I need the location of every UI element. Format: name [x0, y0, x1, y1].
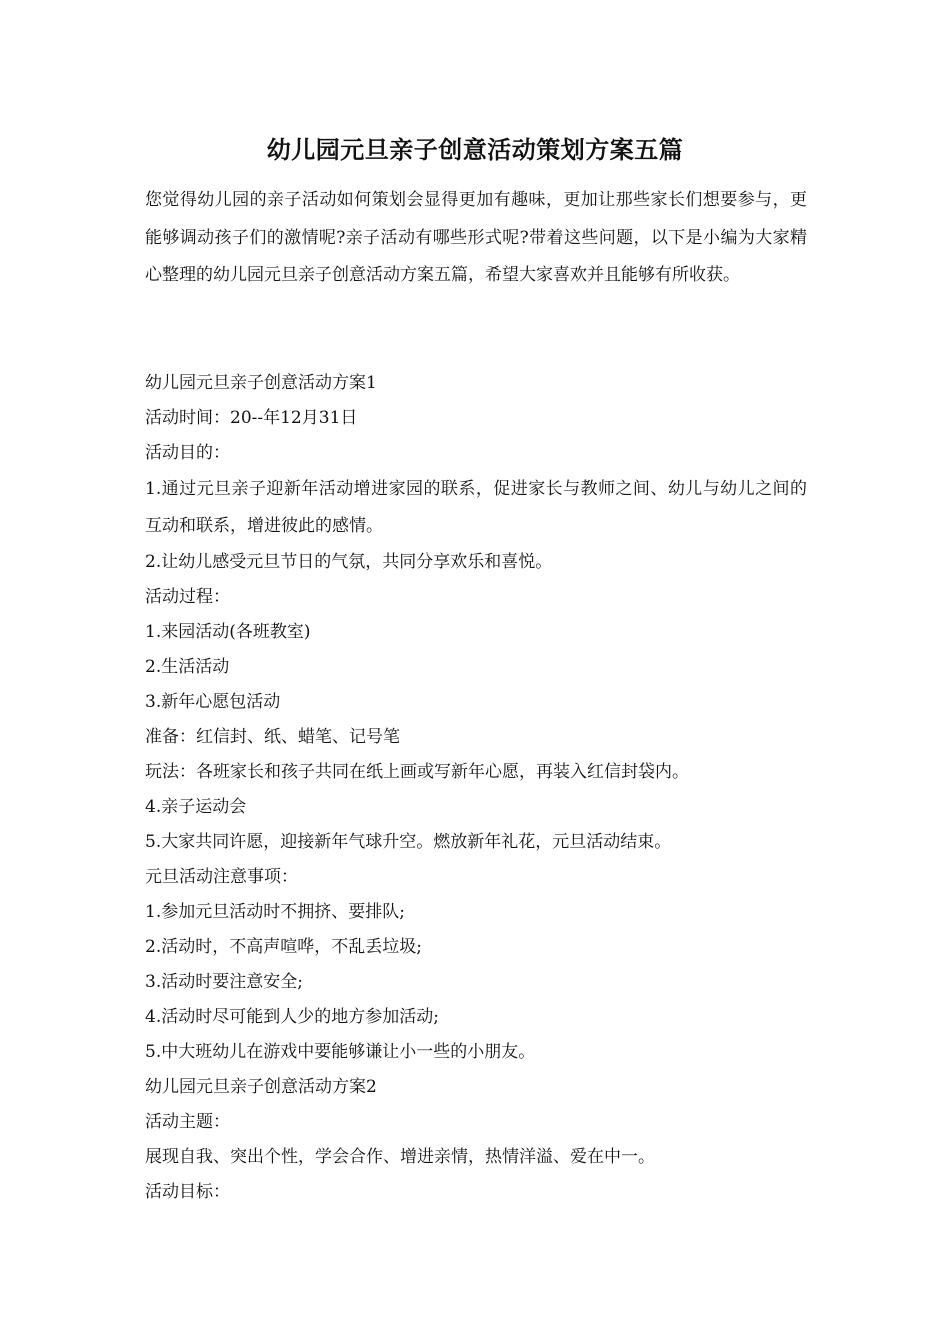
activity-theme-text: 展现自我、突出个性，学会合作、增进亲情，热情洋溢、爱在中一。 — [145, 1147, 655, 1167]
gameplay-line: 玩法：各班家长和孩子共同在纸上画或写新年心愿，再装入红信封袋内。 — [145, 762, 689, 782]
process-item-5: 5.大家共同许愿，迎接新年气球升空。燃放新年礼花，元旦活动结束。 — [145, 832, 672, 852]
document-body — [145, 366, 807, 1210]
intro-paragraph: 您觉得幼儿园的亲子活动如何策划会显得更加有趣味，更加让那些家长们想要参与，更能够调动孩子们的激情呢?亲子活动有哪些形式呢?带着这些问题，以下是小编为大家精心整理的幼儿园元旦亲子创意活动方案五篇，希望大家喜欢并且能够有所收获。 — [145, 190, 807, 285]
activity-process-label: 活动过程： — [145, 587, 230, 607]
process-item-3: 3.新年心愿包活动 — [145, 692, 281, 712]
activity-purpose-label: 活动目的： — [145, 443, 230, 463]
notes-label: 元旦活动注意事项： — [145, 867, 298, 887]
activity-theme-label: 活动主题： — [145, 1112, 230, 1132]
activity-time: 活动时间：20--年12月31日 — [145, 408, 358, 428]
note-item-2: 2.活动时，不高声喧哗，不乱丢垃圾; — [145, 937, 422, 957]
preparation-line: 准备：红信封、纸、蜡笔、记号笔 — [145, 727, 400, 747]
note-item-3: 3.活动时要注意安全; — [145, 972, 303, 992]
note-item-1: 1.参加元旦活动时不拥挤、要排队; — [145, 902, 405, 922]
activity-goals-label: 活动目标： — [145, 1182, 230, 1202]
note-item-5: 5.中大班幼儿在游戏中要能够谦让小一些的小朋友。 — [145, 1042, 536, 1062]
document-title: 幼儿园元旦亲子创意活动策划方案五篇 — [266, 135, 684, 164]
section-heading-plan-1: 幼儿园元旦亲子创意活动方案1 — [145, 373, 377, 393]
process-item-1: 1.来园活动(各班教室) — [145, 622, 311, 642]
purpose-item-1: 1.通过元旦亲子迎新年活动增进家园的联系，促进家长与教师之间、幼儿与幼儿之间的互动和联系，增进彼此的感情。 — [145, 479, 807, 536]
process-item-2: 2.生活活动 — [145, 657, 230, 677]
process-item-4: 4.亲子运动会 — [145, 797, 247, 817]
note-item-4: 4.活动时尽可能到人少的地方参加活动; — [145, 1007, 439, 1027]
purpose-item-2: 2.让幼儿感受元旦节日的气氛，共同分享欢乐和喜悦。 — [145, 552, 553, 572]
section-heading-plan-2: 幼儿园元旦亲子创意活动方案2 — [145, 1077, 377, 1097]
